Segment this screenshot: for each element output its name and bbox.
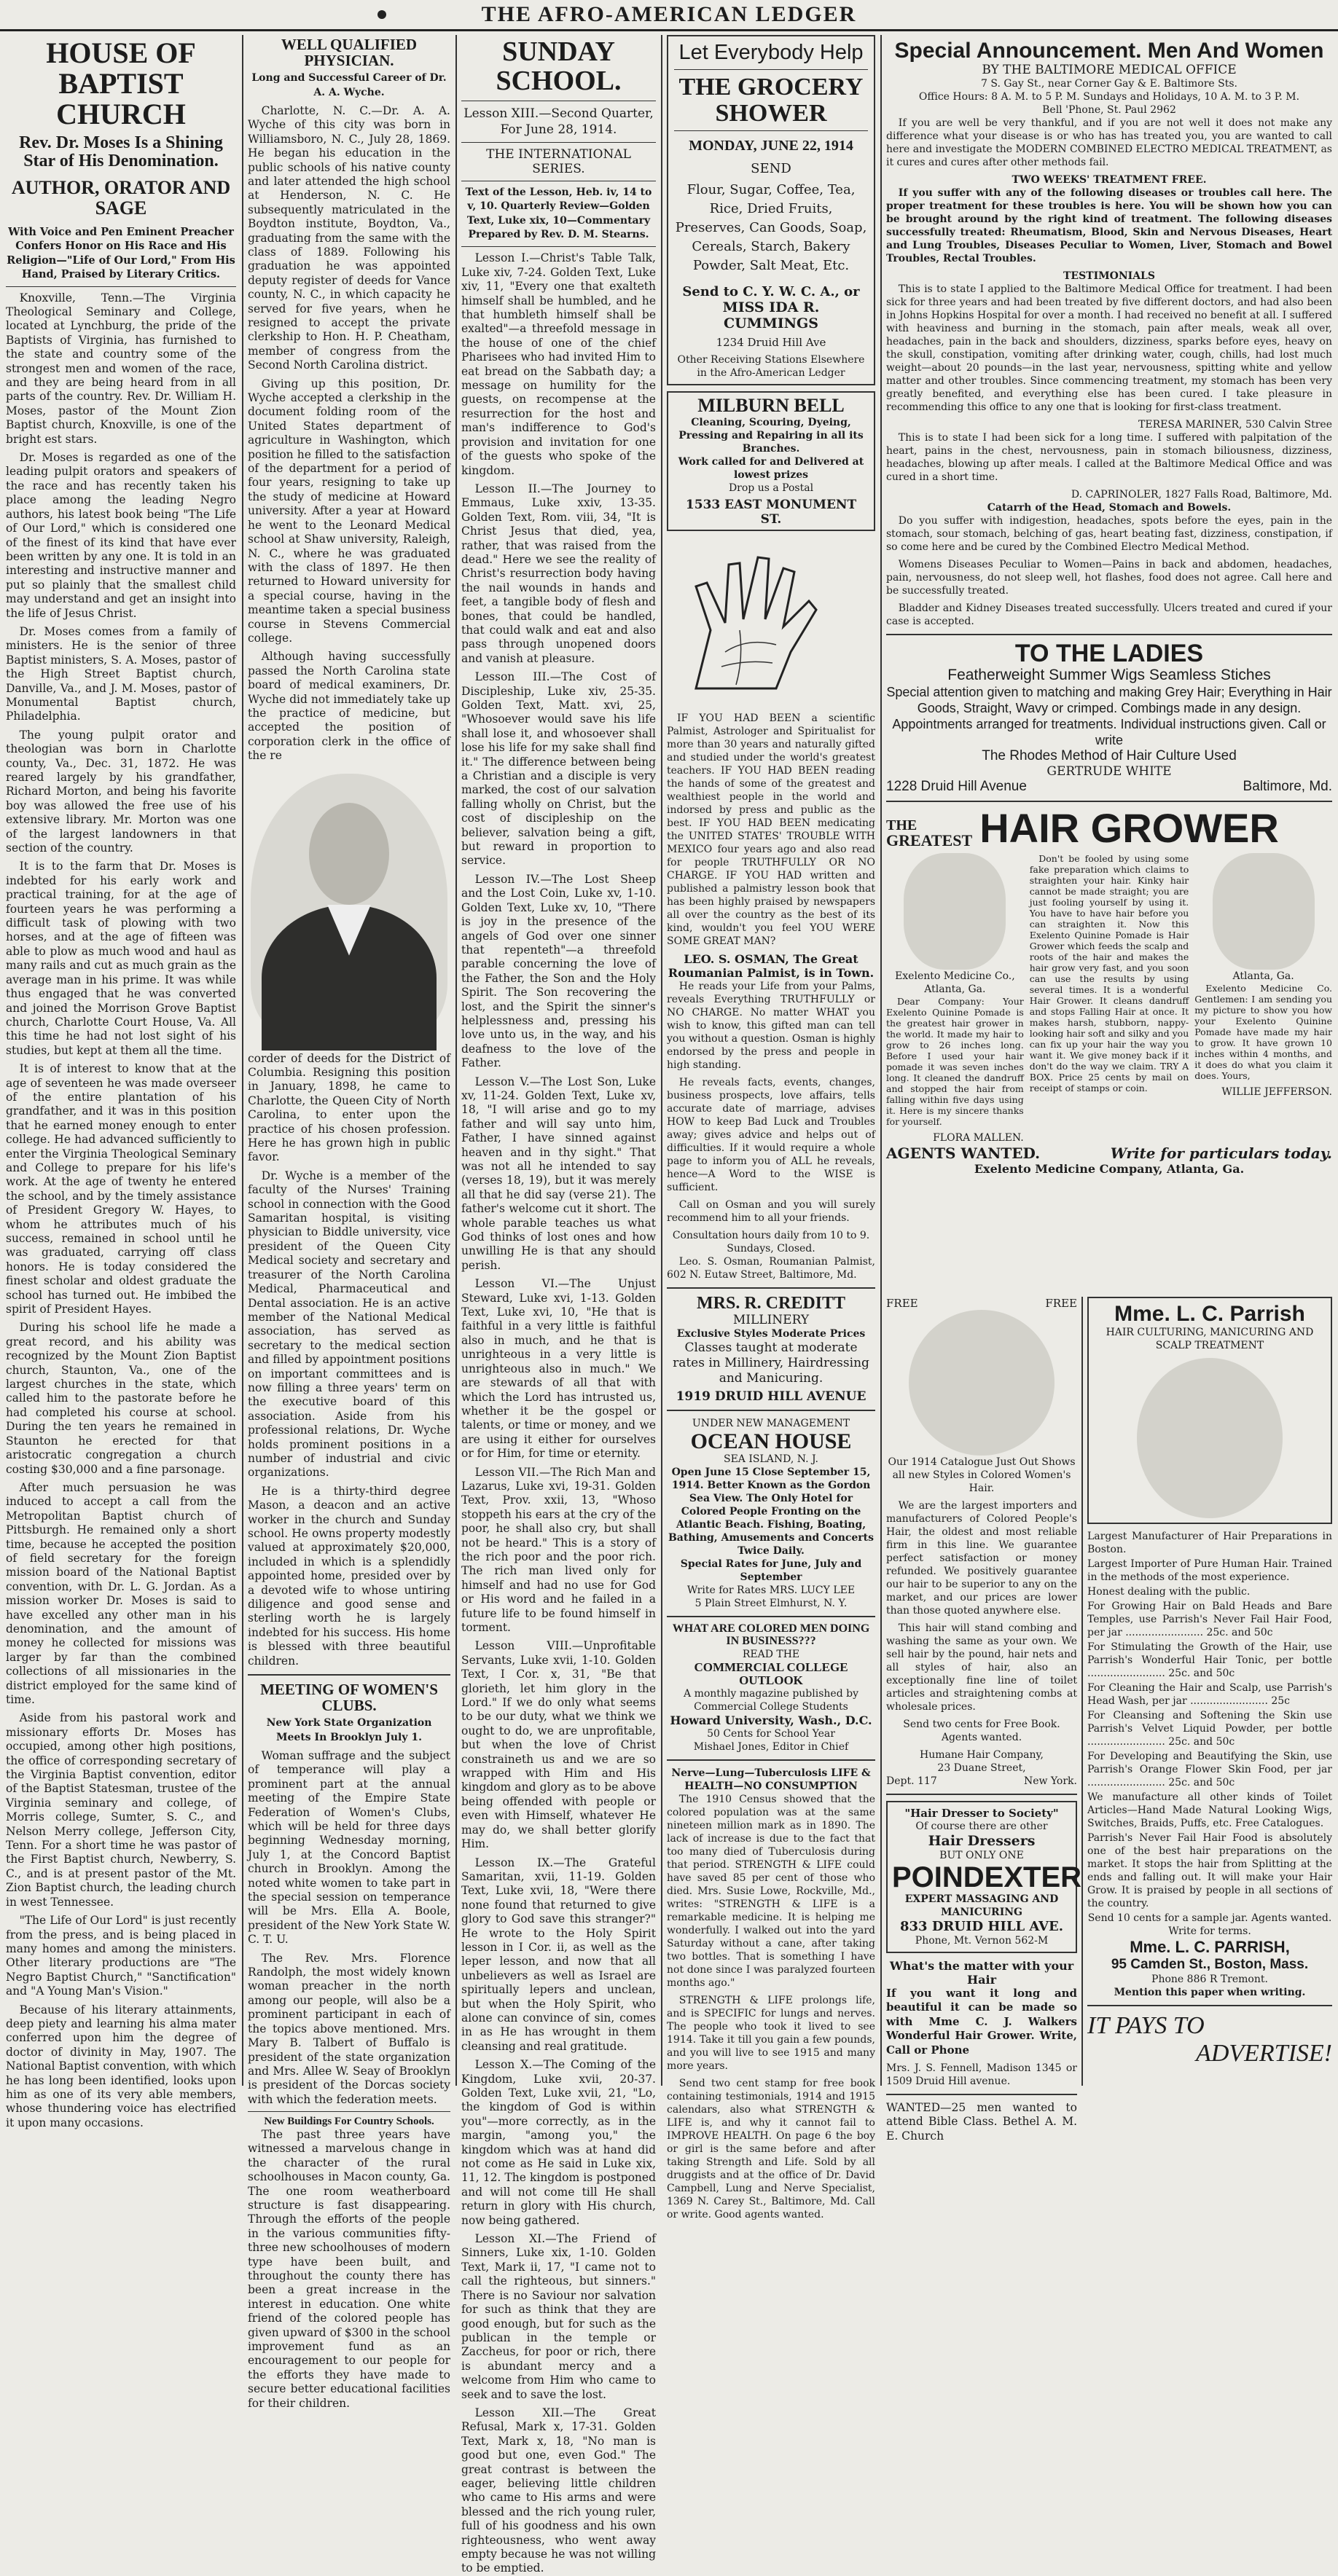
ad-text: Work called for and Delivered at lowest prizes [678, 455, 864, 481]
article-paragraph: Dr. Moses comes from a family of ministers. He is the senior of three Baptist ministers, S. A. Moses, pastor of the High Street Baptist church, Danville, Va., and J. M. Moses, pastor of Monumental Baptist church, Philadelphia. [6, 624, 236, 723]
divider [667, 1410, 875, 1411]
article-deck: With Voice and Pen Eminent Preacher Confers Honor on His Race and His Religion—"Life of Our Lord," From His Hand, Praised by Literary Critics. [7, 225, 235, 281]
ad-text: Bladder and Kidney Diseases treated successfully. Ulcers treated and cured if your case is accepted. [886, 602, 1332, 627]
ad-text: GREATEST [886, 831, 973, 850]
ad-to-the-ladies [886, 641, 1332, 796]
ad-text: Mrs. J. S. Fennell, Madison 1345 or 1509 Druid Hill avenue. [886, 2062, 1077, 2088]
article-paragraph: It is of interest to know that at the age of seventeen he was made overseer of the entire plantation of his grandfather, and it was in this position that he earned money enough to enter college. He had advanced sufficiently to enter the Virginia Theological Seminary and College to prepare for his life's work. At the age of twenty he entered the school, and by the timely assistance of President Gregory W. Hayes, to whom he attributes much of his success, remained in school until he was graduated, carrying off class honors. He is today considered the finest scholar and oldest graduate the school has turned out. He imbibed the spirit of President Hayes. [6, 1062, 236, 1316]
article-headline: BAPTIST CHURCH [56, 67, 186, 130]
article-paragraph: Knoxville, Tenn.—The Virginia Theological Seminary and College, located at Lynchburg, the pride of the Baptists of Virginia, has furnished to the state and country some of the strongest men and women of the race, and they are being heard from in all parts of the country. Rev. Dr. William H. Moses, pastor of the Mount Zion Baptist church, Knoxville, is one of the bright est stars. [6, 291, 236, 446]
bullet-icon [377, 10, 386, 19]
article-paragraph: "The Life of Our Lord" is just recently from the press, and is being placed in many homes and among the ministers. Other literary productions are "The Negro Baptist Church," "Sanctification" and "A Young Man's Vision." [6, 1914, 236, 1998]
ad-poindexter [886, 1801, 1082, 1953]
ad-text: If you suffer with any of the following diseases or troubles call here. The proper treatment for these troubles is here. You will be shown how you can be brought around by the right kind of treatment. The following diseases successfully treated: Rheumatism, Blood, Skin and Nervous Diseases, Heart and Lung Troubles, Diseases Peculiar to Women, Liver, Stomach and Bowel Troubles, Rectal Troubles. [886, 186, 1332, 264]
ad-ocean-house [667, 1417, 875, 1611]
ad-text: BUT ONLY ONE [939, 1850, 1024, 1861]
divider [886, 2094, 1077, 2095]
article-paragraph: Dr. Wyche is a member of the faculty of the Nurses' Training school in connection with the Good Samaritan hospital, is visiting physician to Biddle university, vice president of the Queen City Medical society and secretary and treasurer of the North Carolina Medical, Pharmaceutical and Dental association. He is an active member of the National Medical association, has served as secretary to the medical section and filled by appointment positions on important committees and is now filling a three years' term on the executive board of this association. Aside from his professional relations, Dr. Wyche holds prominent positions in a number of industrial and civic organizations. [248, 1169, 450, 1480]
article-subhead: Rev. Dr. Moses Is a Shining Star of His Denomination. [19, 133, 223, 171]
ad-text: Our 1914 Catalogue Just Out Shows all new Styles in Colored Women's Hair. [888, 1456, 1076, 1494]
ad-title: OCEAN HOUSE [690, 1429, 852, 1453]
divider [6, 286, 236, 287]
divider [1087, 2005, 1332, 2006]
ad-title: What's the matter with your Hair [889, 1959, 1074, 1987]
ad-title: COMMERCIAL COLLEGE OUTLOOK [694, 1660, 848, 1687]
ad-text: Classes taught at moderate rates in Millinery, Hairdressing and Manicuring. [673, 1340, 869, 1386]
ad-text: Call on Osman and you will surely recommend him to all your friends. [667, 1198, 875, 1224]
article-paragraph: The Rev. Mrs. Florence Randolph, the most widely known woman preacher in the north among our people, will also be a prominent participant in each of the topics above mentioned. Mrs. Mary B. Talbert of Buffalo is president of the state organization and Mrs. Allee W. Seay of Brooklyn is president of the Dorcas society with which the federation meets. [248, 1951, 450, 2106]
ad-text: Other Receiving Stations Elsewhere in the Afro-American Ledger [677, 354, 865, 380]
man-portrait-image [1213, 853, 1315, 970]
ad-text: If you are well be very thankful, and if you are not well it does not make any difference what your disease is or who has has treated you, you are wanted to call here and investigate the MODERN COMBINED ELECTRO MEDICAL TREATMENT, as it cures and cures after other methods fail. [886, 117, 1332, 168]
ad-text: Do you suffer with indigestion, headaches, spots before the eyes, pain in the stomach, sour stomach, belching of gas, heart beating fast, dizziness, constipation, if so come here and be cured by the Combined Electro Medical Method. [886, 514, 1332, 553]
ad-text: Don't be fooled by using some fake preparation which claims to straighten your hair. Kinky hair cannot be made straight; you are just fooling yourself by using it. You have to have hair before you can straighten it. Now this Exelento Quinine Pomade is Hair Grower which feeds the scalp and roots of the hair and makes the hair grow very fast, and you soon can use the results by using several times. It is a wonderful Hair Grower. It cleans dandruff and stops Falling Hair at once. It makes harsh, stubborn, nappy-looking hair soft and silky and you can fix up your hair the way you want it. We give money back if it don't do the way we claim. TRY A BOX. Price 25 cents by mail on receipt of stamps or coin. [1029, 853, 1189, 1094]
article-headline: WELL QUALIFIED PHYSICIAN. [281, 36, 418, 70]
ad-palmist [667, 537, 875, 1281]
ad-text: This is to state I applied to the Baltimore Medical Office for treatment. I had been sick for three years and had been treated by five different doctors, and had also been in Johns Hopkins Hospital for over a month. I had received no benefit at all. I suffered with heaviness and burning in the stomach, pain after meals, weak all over, headaches, pain in the back and shoulders, dizziness, sparks before eyes, heavy on the skull, constipation, vomiting after drinking water, cough, chills, had lost much weight—about 20 pounds—in the last year, nervousness, spitting white and yellow matter and other troubles. Since commencing treatment, my stomach has been very greatly benefited, and everything else has been cured. I take pleasure in recommending this office to any one that is looking for first-class treatment. [886, 283, 1332, 413]
ad-text: Mme. L. C. PARRISH, [1130, 1937, 1290, 1956]
article-deck: Lesson XIII.—Second Quarter, For June 28, 1914. [463, 106, 654, 137]
divider [667, 1616, 875, 1617]
ad-text: 1919 DRUID HILL AVENUE [676, 1389, 866, 1404]
ad-text: Consultation hours daily from 10 to 9. Sundays, Closed. [672, 1229, 870, 1254]
ad-text: Office Hours: 8 A. M. to 5 P. M. Sundays and Holidays, 10 A. M. to 3 P. M. [918, 90, 1300, 103]
ad-text: Send two cent stamp for free book containing testimonials, 1914 and 1915 calendars, also what STRENGTH & LIFE is, and why it cannot fail to IMPROVE HEALTH. On page 6 the boy or girl is the same before and after taking Strength and Life. Sold by all druggists and at the office of Dr. David Campbell, Lung and Nerve Specialist, 1369 N. Carey St., Baltimore, Md. Call or write. Good agents wanted. [667, 2077, 875, 2220]
column-rule [1081, 1297, 1083, 2086]
ad-text: Open June 15 Close September 15, 1914. Better Known as the Gordon Sea View. The Only Hotel for Colored People Fronting on the Atlantic Beach. Fishing, Boating, Bathing, Amusements and Concerts Twice Daily. [668, 1466, 875, 1558]
divider [461, 246, 656, 247]
ad-list-item: For Developing and Beautifying the Skin, use Parrish's Orange Flower Skin Food, per jar ........................ 25c. and 50c [1087, 1750, 1332, 1788]
ad-text: SEA ISLAND, N. J. [723, 1453, 818, 1466]
ad-text: 23 Duane Street, [937, 1762, 1026, 1774]
lesson-paragraph: Lesson VIII.—Unprofitable Servants, Luke xvii, 1-10. Golden Text, I Cor. x, 31, "Be that glorieth, let him glory in the Lord." If we do only what seems to be our duty, what we think we ought to do, we are unprofitable, but when the love of Christ constraineth us and we are so wrapped with Him and His kingdom and glory as to be above being offended with people or even with Himself, whatever He may do, we shall better glorify Him. [461, 1639, 656, 1851]
article-headline: SUNDAY SCHOOL. [496, 36, 622, 96]
ad-text: "Hair Dresser to Society" [904, 1807, 1059, 1820]
ad-text: 1533 EAST MONUMENT ST. [685, 497, 857, 527]
ad-text: He reads your Life from your Palms, reveals Everything TRUTHFULLY or NO CHARGE. No matter WHAT you wish to know, this gifted man can tell you without a question. Osman is highly endorsed by the press and people in high standing. [667, 980, 875, 1071]
ad-text: Drop us a Postal [728, 482, 814, 494]
ad-title: Special Announcement. Men And Women [894, 39, 1324, 63]
ad-commercial-college [667, 1623, 875, 1753]
ad-text: This hair will stand combing and washing the same as your own. We sell hair by the pound, hair nets and all styles of hair, also an exceptionally fine line of toilet articles and straightening combs at wholesale prices. [886, 1622, 1077, 1713]
ad-list-item: Honest dealing with the public. [1087, 1585, 1251, 1598]
ad-text: FREE [886, 1297, 918, 1310]
article-paragraph: Because of his literary attainments, deep piety and learning his alma mater conferred upon him the degree of doctor of divinity in May, 1907. The National Baptist convention, with which he has long been identified, looks upon him as one of its very able members, whose thundering voice has electrified it upon many occasions. [6, 2003, 236, 2129]
ad-text: Special attention given to matching and making Grey Hair; Everything in Hair Goods, Straight, Wavy or crimped. Combings made in any design. Appointments arranged for treatments. Individual instructions given. Call or write [886, 685, 1332, 748]
ad-subtitle: TESTIMONIALS [1063, 270, 1156, 282]
ad-text: Exelento Medicine Co., Atlanta, Ga. [895, 970, 1015, 996]
ad-title: HAIR GROWER [979, 805, 1279, 852]
column-rule [880, 35, 882, 2086]
ad-strength-and-life [667, 1767, 875, 2221]
lesson-paragraph: Lesson IX.—The Grateful Samaritan, xvii, 11-19. Golden Text, Luke xvii, 18, "Were there none found that returned to give glory to God save this stranger?" He wrote to the Holy Spirit lesson in I Cor. ii, as well as the leper lesson, and now that all unbelievers as well as Israel are spiritually lepers and unclean, but when the Holy Spirit, who alone can convince of sin, comes in as He has wrought in them cleansing and real gratitude. [461, 1856, 656, 2053]
ad-text: We are the largest importers and manufacturers of Colored People's Hair, the oldest and most reliable firm in this line. We guarantee perfect satisfaction or money refunded. We positively guarantee our hair to be superior to any on the market, and our prices are lower than those quoted anywhere else. [886, 1500, 1077, 1617]
ad-subtitle: Catarrh of the Head, Stomach and Bowels. [987, 501, 1232, 514]
ad-text: Mishael Jones, Editor in Chief [693, 1740, 849, 1753]
ad-title: Let Everybody Help [678, 41, 864, 64]
ad-title: MRS. R. CREDITT [696, 1293, 846, 1313]
ad-text: Atlanta, Ga. [1232, 970, 1294, 983]
ad-text: GERTRUDE WHITE [1046, 764, 1172, 780]
ad-text: Dept. 117 [886, 1775, 937, 1787]
ad-text: This is to state I had been sick for a long time. I suffered with palpitation of the heart, pains in the chest, nervousness, pain in stomach biliousness, dizziness, headaches, blowing up after meals. I called at the Baltimore Medical Office and was cured in a short time. [886, 431, 1332, 483]
lesson-paragraph: Lesson VI.—The Unjust Steward, Luke xvi, 1-13. Golden Text, Luke xvi, 10, "He that is faithful in a very little is faithful also in much, and he that is unrighteous in a very little is unrighteous also in much." We are stewards of all that with which the Lord has intrusted us, whether it be the gospel or talents, or time or money, and we are using it either for ourselves or for Him, for time or eternity. [461, 1277, 656, 1461]
ad-text: Flour, Sugar, Coffee, Tea, Rice, Dried Fruits, Preserves, Can Goods, Soap, Cereals, Starch, Bakery Powder, Salt Meat, Etc. [675, 182, 867, 274]
lesson-paragraph: Lesson III.—The Cost of Discipleship, Luke xiv, 25-35. Golden Text, Matt. xvi, 25, "Whosoever would save his life shall lose it, and whosoever shall lose his life for my sake shall find it." The difference between being a Christian and a disciple is very marked, the cost of our salvation falling wholly on Christ, but the cost of discipleship on the believer, salvation being a gift, but reward in proportion to service. [461, 670, 656, 868]
article-paragraph: The young pulpit orator and theologian was born in Charlotte county, Va., Dec. 31, 1872. He was reared largely by his grandfather, Richard Morton, and being his favorite boy was allowed the free use of his extensive library. Mr. Morton was one of the largest landowners in that section of the country. [6, 728, 236, 855]
divider [248, 1674, 450, 1676]
ad-text: MILLINERY [732, 1312, 810, 1327]
divider [461, 142, 656, 143]
ad-creditt-millinery [667, 1295, 875, 1404]
ad-text: Featherweight Summer Wigs Seamless Stiches [947, 667, 1271, 684]
hair-style-image [909, 1310, 1055, 1456]
ad-text: EXPERT MASSAGING AND MANICURING [904, 1893, 1059, 1918]
series-title: THE INTERNATIONAL SERIES. [486, 146, 631, 176]
ad-text: AGENTS WANTED. [886, 1144, 1041, 1163]
article-paragraph: Dr. Moses is regarded as one of the leading pulpit orators and speakers of the race and has recently taken his place among the leading Negro authors, his latest book being "The Life of Our Lord," which is considered one of the finest of its kind that have ever been written by any one. It is told in an interesting and instructive manner and put so plainly that the smallest child may understand and get an insight into the life of Jesus Christ. [6, 451, 236, 620]
ad-text: 1228 Druid Hill Avenue [886, 779, 1027, 795]
divider [667, 1287, 875, 1289]
lesson-paragraph: Lesson IV.—The Lost Sheep and the Lost Coin, Luke xv, 1-10. Golden Text, Luke xv, 10, "There is joy in the presence of the angels of God over one sinner that repenteth"—a threefold parable concerning the love of the Father, the Son and the Holy Spirit. The Son recovering the lost, and the Spirit the sinner's helplessness and, pressing his love unto us, in the way, and his deafness to the love of the Father. [461, 872, 656, 1070]
ad-text: Exelento Medicine Company, Atlanta, Ga. [974, 1162, 1245, 1177]
ad-date: MONDAY, JUNE 22, 1914 [689, 138, 853, 154]
ad-text: Send two cents for Free Book. Agents wanted. [903, 1719, 1060, 1743]
divider [674, 130, 868, 131]
ad-text: Leo. S. Osman, Roumanian Palmist, 602 N. Eutaw Street, Baltimore, Md. [667, 1255, 875, 1281]
ad-list-item: For Cleansing and Softening the Skin use Parrish's Velvet Liquid Powder, per bottle ........................ 25c. and 50c [1087, 1709, 1332, 1748]
article-headline: HOUSE OF [46, 36, 196, 69]
lesson-paragraph: Lesson XI.—The Friend of Sinners, Luke xix, 1-10. Golden Text, Mark ii, 17, "I came not to call the righteous, but sinners." There is no Saviour nor salvation for such as think that they are good enough, but for such as the publican in the temple or Zaccheus, for poor or rich, there is abundant mercy and a welcome from Him who came to seek and to save the lost. [461, 2232, 656, 2401]
ad-text: 7 S. Gay St., near Corner Gay & E. Baltimore Sts. [981, 77, 1237, 90]
masthead [0, 0, 1338, 31]
divider [886, 634, 1332, 635]
ad-text: Humane Hair Company, [919, 1749, 1044, 1761]
divider [886, 1794, 1077, 1795]
article-paragraph: Giving up this position, Dr. Wyche accepted a clerkship in the document folding room of the United States department of agriculture in Washington, which position he filled to the satisfaction of the department for a period of four years, resigning to take up the study of medicine at Howard university. After a year at Howard he went to the Leonard Medical school at Shaw university, Raleigh, N. C., where he was graduated with the class of 1897. He then returned to Howard university for a special course, having in the meantime taken a special business course in Stevens Commercial college. [248, 377, 450, 645]
palm-hand-icon [667, 543, 885, 703]
ad-subtitle: TWO WEEKS' TREATMENT FREE. [1012, 173, 1207, 186]
column-rule [455, 35, 457, 2086]
lesson-paragraph: Lesson V.—The Lost Son, Luke xv, 11-24. Golden Text, Luke xv, 18, "I will arise and go to my father and will say unto him, Father, I have sinned against heaven and in thy sight." That was not all he intended to say (verses 18, 19), but it was merely all that he did say (verse 21). The father's welcome cut it short. The whole parable teaches us what God thinks of lost ones and how unwilling He is that any should perish. [461, 1075, 656, 1272]
ad-text: Of course there are other [915, 1821, 1048, 1832]
ad-list-item: For Stimulating the Growth of the Hair, use Parrish's Wonderful Hair Tonic, per bottle ........................ 25c. and 50c [1087, 1641, 1332, 1679]
article-paragraph: He is a thirty-third degree Mason, a deacon and an active worker in the church and Sunday school. He owns property modestly valued at approximately $20,000, included in which is a splendidly appointed home, presided over by a devoted wife to whose untiring diligence and good sense and sterling worth he is largely indebted for his success. His home is blessed with three beautiful children. [248, 1484, 450, 1668]
ad-signature: WILLIE JEFFERSON. [1221, 1086, 1332, 1099]
ad-list-item: Largest Importer of Pure Human Hair. Trained in the methods of the most experience. [1087, 1558, 1332, 1583]
ad-grocery-shower [667, 35, 875, 385]
ad-milburn-bell [667, 391, 875, 530]
ad-text: Send to C. Y. W. C. A., or [682, 284, 860, 300]
masthead-title: THE AFRO-AMERICAN LEDGER [481, 2, 857, 26]
ad-text: Baltimore, Md. [1243, 779, 1332, 795]
ad-list-item: Parrish's Never Fail Hair Food is absolutely one of the best hair preparations on the market. It stops the hair from Splitting at the ends and falling out. It will make your Hair Grow. It is praised by people in all sections of the country. [1087, 1831, 1332, 1909]
ad-text: THE [886, 817, 918, 834]
ad-text: Phone 886 R Tremont. [1151, 1973, 1268, 1985]
article-paragraph: During his school life he made a great record, and his ability was recognized by the Mount Zion Baptist church, Staunton, Va., one of the largest churches in the state, which called him to the pastorate before he had completed his course at school. During the ten years he remained in Staunton he erected for that aristocratic congregation a church costing $30,000 and a fine parsonage. [6, 1321, 236, 1476]
ad-text: Howard University, Wash., D.C. [670, 1713, 872, 1727]
article-paragraph: Aside from his pastoral work and missionary efforts Dr. Moses has occupied, among other high positions, the office of corresponding secretary of the Virginia Baptist convention, editor of the Baptist Statesman, trustee of the Virginia seminary and college, of Morris college, Sumter, S. C., and Nelson Merry college, Jefferson City, Tenn. For a short time he was pastor of the First Baptist church, Newberry, S. C., and is at present pastor of the Mt. Zion Baptist church, the leading church in west Tennessee. [6, 1711, 236, 1909]
article-paragraph: It is to the farm that Dr. Moses is indebted for his early work and practical training, for at the age of fourteen years he was performing a difficult task of plowing with two horses, and at the age of fifteen was able to plow as much wood and haul as many rails and cut as much grain as the average man in his prime. It was while thus engaged that he was converted and joined the Morrison Grove Baptist church, Charlotte Court House, Va. All this time he had not lost sight of his studies, but kept at them all the time. [6, 860, 236, 1057]
ad-humane-hair [886, 1297, 1077, 1788]
ad-signature: TERESA MARINER, 530 Calvin Stree [1138, 418, 1332, 431]
ad-text: IF YOU HAD BEEN a scientific Palmist, Astrologer and Spiritualist for more than 30 years and naturally gifted and studied under the world's greatest teachers. IF YOU HAD BEEN reading the hands of some of the greatest and wealthiest people in the world and indorsed by press and public as the best. IF YOU HAD BEEN medicating the UNITED STATES' TROUBLE WITH MEXICO four years ago and also read for people TRUTHFULLY OR NO CHARGE. IF YOU HAD written and published a palmistry lesson book that has been highly praised by newspapers all over the country as the best of its kind, wouldn't you feel YOU WERE SOME GREAT MAN? [667, 712, 875, 947]
lesson-paragraph: Lesson X.—The Coming of the Kingdom, Luke xvii, 20-37. Golden Text, Luke xvii, 21, "Lo, the kingdom of God is within you"—more correctly, as in the margin, "among you," the kingdom which was at hand did not come as He said in Luke xix, 11, 12. The kingdom is postponed and will not come till He shall return in glory with His church, now being gathered. [461, 2058, 656, 2227]
ad-text: A monthly magazine published by Commercial College Students [684, 1687, 858, 1713]
woman-portrait-image [904, 853, 1006, 970]
ad-text: BY THE BALTIMORE MEDICAL OFFICE [982, 62, 1237, 77]
article-paragraph: corder of deeds for the District of Columbia. Resigning this position in January, 1898, he came to Charlotte, the Queen City of North Carolina, to enter upon the practice of his chosen profession. Here he has grown high in public favor. [248, 1051, 450, 1164]
column-rule [661, 35, 662, 2086]
portrait-image [251, 774, 447, 1036]
ad-text: The Rhodes Method of Hair Culture Used [982, 748, 1237, 764]
ad-text: Phone, Mt. Vernon 562-M [915, 1935, 1049, 1947]
ad-text: Exclusive Styles Moderate Prices [676, 1327, 866, 1340]
article-paragraph: Although having successfully passed the North Carolina state board of medical examiners, Dr. Wyche did not immediately take up the practice of medicine, but accepted the position of corporation clerk in the office of the re [248, 650, 450, 763]
divider [248, 2111, 450, 2112]
ad-title: POINDEXTER [892, 1861, 1082, 1893]
ad-text: He reveals facts, events, changes, business prospects, love affairs, tells accurate date of marriage, advises HOW to keep Bad Luck and Troubles away; gives advice and helps out of difficulties. If it would require a whole page to inform you of ALL he reveals, hence—A Word to the WISE is sufficient. [667, 1076, 875, 1193]
ad-signature: D. CAPRINOLER, 1827 Falls Road, Baltimore, Md. [1071, 488, 1332, 500]
ad-text: Bell 'Phone, St. Paul 2962 [1042, 103, 1176, 116]
article-paragraph: Woman suffrage and the subject of temperance will play a prominent part at the annual meeting of the Empire State Federation of Women's Clubs, which will be held for three days beginning Wednesday morning, July 1, at the Concord Baptist church in Brooklyn. Among the noted white women to take part in the special session on temperance will be Mrs. Ella A. Boole, president of the New York State W. C. T. U. [248, 1748, 450, 1947]
ad-text: Hair Dressers [928, 1833, 1036, 1849]
divider [886, 801, 1332, 802]
ad-text: Exelento Medicine Co. Gentlemen: I am sending you my picture to show you how your Exelento Quinine Pomade have made my hair to grow. It have grown 10 inches within 4 months, and it does do what you claim it does. Yours, [1194, 983, 1332, 1082]
column-baptist-church [6, 35, 236, 2129]
it-pays-text: IT PAYS TO [1087, 2011, 1205, 2039]
divider [667, 1759, 875, 1761]
article-deck: Long and Successful Career of Dr. A. A. Wyche. [251, 72, 447, 98]
ad-text: 833 DRUID HILL AVE. [899, 1919, 1063, 1934]
ad-text: UNDER NEW MANAGEMENT [692, 1417, 850, 1429]
ad-text: Mention this paper when writing. [1114, 1986, 1306, 1998]
ad-text: 5 Plain Street Elmhurst, N. Y. [695, 1598, 848, 1610]
ad-hair-grower [886, 805, 1332, 1177]
ad-text: 95 Camden St., Boston, Mass. [1111, 1956, 1309, 1972]
lesson-paragraph: Lesson II.—The Journey to Emmaus, Luke xxiv, 13-35. Golden Text, Rom. viii, 34, "It is Christ Jesus that died, yea, rather, that was raised from the dead." Here we see the reality of Christ's resurrection body having the nail wounds in hands and feet, a tangible body of flesh and bones, that could be handled, that could walk and eat and also pass through unopened doors and vanish at pleasure. [461, 482, 656, 665]
ad-list-item: For Growing Hair on Bald Heads and Bare Temples, use Parrish's Never Fail Hair Food, per jar ........................ 25c. and 50c [1087, 1600, 1332, 1638]
ad-text: New York. [1023, 1775, 1077, 1787]
ad-text: Womens Diseases Peculiar to Women—Pains in back and abdomen, headaches, pain, nervousness, do not sleep well, hot flashes, food does not agree. Call here and be successfully treated. [886, 558, 1332, 597]
ad-text: Cleaning, Scouring, Dyeing, Pressing and Repairing in all its Branches. [678, 416, 864, 455]
ad-text: Send 10 cents for a sample jar. Agents wanted. Write for terms. [1087, 1912, 1332, 1937]
article-deck: New York State Organization Meets In Brooklyn July 1. [266, 1717, 432, 1743]
lesson-paragraph: Lesson I.—Christ's Table Talk, Luke xiv, 7-24. Golden Text, Luke xiv, 11, "Every one that exalteth himself shall be humbled, and he that humbleth himself shall be exalted"—a threefold message in the house of one of the chief Pharisees who had invited Him to eat bread on the Sabbath day; a message on humility for the guests, on recompense at the resurrection for the host and man's indifference to God's provision and invitation for one of the guests who spoke of the kingdom. [461, 251, 656, 477]
ad-walker [886, 1959, 1077, 2088]
ad-title: MILBURN BELL [697, 395, 845, 417]
ad-text: 50 Cents for School Year [707, 1727, 835, 1740]
article-headline: New Buildings For Country Schools. [264, 2116, 434, 2128]
ad-wanted: WANTED—25 men wanted to attend Bible Class. Bethel A. M. E. Church [886, 2101, 1077, 2143]
ad-text: READ THE [742, 1648, 800, 1660]
ad-title: Nerve—Lung—Tuberculosis LIFE & HEALTH—NO CONSUMPTION [671, 1767, 871, 1792]
ad-text: FREE [1045, 1297, 1077, 1310]
ad-text: Write for Rates MRS. LUCY LEE [686, 1585, 856, 1597]
ad-text: If you want it long and beautiful it can be made so with Mme C. J. Walkers Wonderful Hair Grower. Write, Call or Phone [886, 1987, 1077, 2057]
article-paragraph: Charlotte, N. C.—Dr. A. A. Wyche of this city was born in Williamsboro, N. C., July 28, 1869. He began his education in the public schools of his native county and later attended the high school at Henderson, N. C. He subsequently matriculated in the Boydton institute, Boydton, Va., graduating from the same with the class of 1889. Following his graduation he was appointed deputy register of deeds for Vance county, N. C., in which capacity he served for five years, when he resigned to accept the private clerkship to Hon. H. P. Cheatham, member of congress from the Second North Carolina district. [248, 103, 450, 372]
ad-address-row [886, 779, 1332, 795]
article-deck: Text of the Lesson, Heb. iv, 14 to v, 10. Quarterly Review—Golden Text, Luke xix, 10—Commentary Prepared by Rev. D. M. Stearns. [465, 186, 652, 240]
ad-text: SEND [751, 161, 791, 177]
lesson-paragraph: Lesson XII.—The Great Refusal, Mark x, 17-31. Golden Text, Mark x, 18, "No man is good but one, even God." The great contrast is between the eager, believing little children who came to His arms and were blessed and the rich young ruler, full of his goodness and his own righteousness, who went away empty because he was not willing to be emptied. [461, 2406, 656, 2575]
lesson-paragraph: Lesson VII.—The Rich Man and Lazarus, Luke xvi, 19-31. Golden Text, Prov. xxii, 13, "Whoso stoppeth his ears at the cry of the poor, he shall also cry, but shall not be heard." This is a story of the rich poor and the poor rich. The rich man lived only for himself and had no use for God or His word and he failed in a future life to be found himself in torment. [461, 1465, 656, 1634]
ad-text: Dear Company: Your Exelento Quinine Pomade is the greatest hair grower in the world. It made my hair to grow to 26 inches long. Before I used your hair pomade it was seven inches long. It cleaned the dandruff and stopped the hair from falling within five days using it. Here is my sincere thanks for yourself. [886, 996, 1024, 1128]
ad-text: Write for particulars today. [1110, 1144, 1332, 1163]
divider [674, 69, 868, 70]
column-ads-1 [667, 35, 875, 2220]
column-ads-2 [886, 35, 1332, 1295]
ad-text: MISS IDA R. CUMMINGS [722, 299, 820, 332]
column-ads-3 [886, 1297, 1082, 2143]
ad-list-item: For Cleaning the Hair and Scalp, use Parrish's Head Wash, per jar ........................ 25c [1087, 1681, 1332, 1707]
ad-list-item: Largest Manufacturer of Hair Preparations in Boston. [1087, 1530, 1332, 1555]
advertise-text: ADVERTISE! [1196, 2039, 1332, 2067]
article-paragraph: After much persuasion he was induced to accept a call from the Metropolitan Baptist church of Pittsburgh. He remained only a short time, because he accepted the position of field secretary for the foreign mission board of the National Baptist convention, with Dr. L. G. Jordan. As a mission worker Dr. Moses is said to have excelled any other man in his denomination, and the amount of money he collected for missions was larger by far than the combined collections of all missionaries in the district employed for the same kind of time. [6, 1480, 236, 1706]
article-headline: MEETING OF WOMEN'S CLUBS. [260, 1681, 438, 1715]
ad-list-item: We manufacture all other kinds of Toilet Articles—Hand Made Natural Looking Wigs, Switches, Braids, Puffs, etc. Free Catalogues. [1087, 1791, 1332, 1829]
ad-text: HAIR CULTURING, MANICURING AND SCALP TREATMENT [1106, 1326, 1314, 1351]
column-physician [248, 35, 450, 2410]
column-sunday-school [461, 35, 656, 2575]
column-rule [242, 35, 243, 2086]
ad-title: TO THE LADIES [1014, 639, 1204, 667]
ad-title: LEO. S. OSMAN, The Great Roumanian Palmist, is in Town. [668, 951, 875, 980]
ad-text: Special Rates for June, July and September [680, 1558, 862, 1584]
ad-signature: FLORA MALLEN. [933, 1132, 1024, 1144]
ad-title: Mme. L. C. Parrish [1114, 1302, 1305, 1326]
article-subhead: AUTHOR, ORATOR AND SAGE [11, 177, 231, 219]
ad-text: 1234 Druid Hill Ave [716, 336, 826, 350]
article-paragraph: The past three years have witnessed a marvelous change in the character of the rural schoolhouses in Macon county, Ga. The one room weatherboard structure is fast disappearing. Through the efforts of the people in the various communities fifty-three new schoolhouses of modern type have been built, and throughout the county there has been a great increase in the interest in education. One white friend of the colored people has given upward of $300 in the school improvement fund as an encouragement to our people for the efforts they have made to secure better educational facilities for their children. [248, 2127, 450, 2410]
ad-title: THE GROCERY SHOWER [678, 74, 864, 127]
ad-parrish [1087, 1297, 1332, 2086]
woman-portrait-image [1137, 1358, 1283, 1518]
ad-text: STRENGTH & LIFE prolongs life, and is SPECIFIC for lungs and nerves. The people who took it lived to see 1914. Take it till you gain a few pounds, and you will live to see 1915 and many more years. [667, 1994, 875, 2072]
ad-text: The 1910 Census showed that the colored population was at the same nineteen million mark as in 1890. The lack of increase is due to the fact that too many died of Tuberculosis during that period. STRENGTH & LIFE could have saved 85 per cent of those who died. Mrs. Susie Lowe, Rockville, Md., writes: "STRENGTH & LIFE is a remarkable medicine. It is helping me wonderfully. I walked out into the yard Saturday without a cane, after taking two bottles. That is something I have not done since I was paralyzed fourteen months ago." [667, 1793, 875, 1989]
ad-title: WHAT ARE COLORED MEN DOING IN BUSINESS??? [672, 1622, 870, 1648]
